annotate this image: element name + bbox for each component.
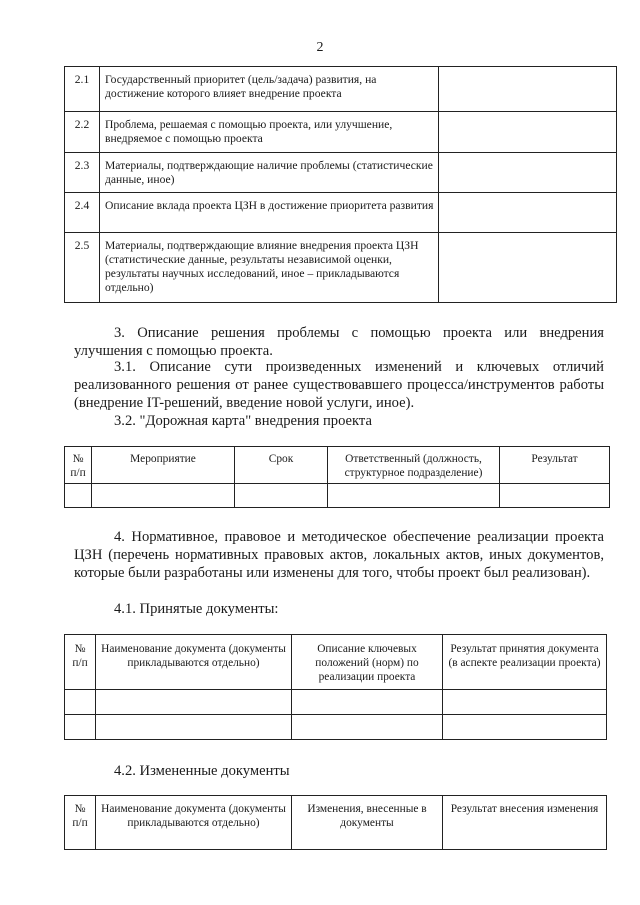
row-value-cell[interactable]: [439, 193, 617, 233]
section4-1-title: 4.1. Принятые документы:: [114, 601, 279, 617]
table-row: [65, 67, 617, 112]
column-header: Наименование документа (документы прикладываются отдельно): [96, 635, 292, 690]
table-cell[interactable]: [443, 690, 607, 715]
row-number: 2.2: [65, 112, 100, 153]
row-label: Материалы, подтверждающие наличие проблемы (статистические данные, иное): [100, 153, 439, 193]
table-row: [65, 153, 617, 193]
table-cell[interactable]: [328, 484, 500, 508]
column-header: Ответственный (должность, структурное подразделение): [328, 447, 500, 484]
column-header: Результат внесения изменения: [443, 796, 607, 850]
row-value-cell[interactable]: [439, 112, 617, 153]
table-cell[interactable]: [292, 690, 443, 715]
table-row: [65, 484, 610, 508]
column-header: Описание ключевых положений (норм) по реализации проекта: [292, 635, 443, 690]
section3-2-title: 3.2. "Дорожная карта" внедрения проекта: [114, 413, 372, 429]
row-value-cell[interactable]: [439, 67, 617, 112]
row-number: 2.1: [65, 67, 100, 112]
table-cell[interactable]: [96, 715, 292, 740]
accepted-documents-table: [64, 634, 607, 740]
table-cell[interactable]: [65, 484, 92, 508]
column-header: Мероприятие: [92, 447, 235, 484]
page-number: 2: [316, 40, 324, 55]
column-header: Наименование документа (документы прикладываются отдельно): [96, 796, 292, 850]
table-row: [65, 112, 617, 153]
table-cell[interactable]: [92, 484, 235, 508]
row-label: Материалы, подтверждающие влияние внедрения проекта ЦЗН (статистические данные, результаты независимой оценки, результаты научных исследований, иное – прикладываются отдельно): [100, 233, 439, 303]
column-header: Результат принятия документа (в аспекте реализации проекта): [443, 635, 607, 690]
column-header: Срок: [235, 447, 328, 484]
table-cell[interactable]: [96, 690, 292, 715]
row-number: 2.5: [65, 233, 100, 303]
table-cell[interactable]: [235, 484, 328, 508]
row-value-cell[interactable]: [439, 153, 617, 193]
table-header-row: [65, 447, 610, 484]
changed-documents-table: [64, 795, 607, 850]
row-number: 2.4: [65, 193, 100, 233]
table-cell[interactable]: [443, 715, 607, 740]
table-row: [65, 715, 607, 740]
column-header: № п/п: [65, 447, 92, 484]
table-row: [65, 193, 617, 233]
roadmap-table: [64, 446, 610, 508]
row-label: Описание вклада проекта ЦЗН в достижение приоритета развития: [100, 193, 439, 233]
row-value-cell[interactable]: [439, 233, 617, 303]
table-header-row: [65, 635, 607, 690]
row-label: Проблема, решаемая с помощью проекта, или улучшение, внедряемое с помощью проекта: [100, 112, 439, 153]
column-header: Изменения, внесенные в документы: [292, 796, 443, 850]
section3-1-text: 3.1. Описание сути произведенных изменений и ключевых отличий реализованного решения от ранее существовавшего процесса/инструментов работы (внедрение IT-решений, введение новой услуги, иное).: [74, 359, 604, 411]
row-label: Государственный приоритет (цель/задача) развития, на достижение которого влияет внедрение проекта: [100, 67, 439, 112]
table-row: [65, 690, 607, 715]
section4-2-title: 4.2. Измененные документы: [114, 763, 290, 779]
column-header: Результат: [500, 447, 610, 484]
section2-table: [64, 66, 617, 303]
table-cell[interactable]: [292, 715, 443, 740]
section4-heading: 4. Нормативное, правовое и методическое обеспечение реализации проекта ЦЗН (перечень нормативных правовых актов, локальных актов, иных документов, которые были разработаны или изменены для того, чтобы проект был реализован).: [74, 529, 604, 581]
table-cell[interactable]: [65, 715, 96, 740]
section3-heading: 3. Описание решения проблемы с помощью проекта или внедрения улучшения с помощью проекта.: [74, 325, 604, 359]
table-header-row: [65, 796, 607, 850]
table-row: [65, 233, 617, 303]
column-header: № п/п: [65, 635, 96, 690]
table-cell[interactable]: [500, 484, 610, 508]
row-number: 2.3: [65, 153, 100, 193]
table-cell[interactable]: [65, 690, 96, 715]
column-header: № п/п: [65, 796, 96, 850]
